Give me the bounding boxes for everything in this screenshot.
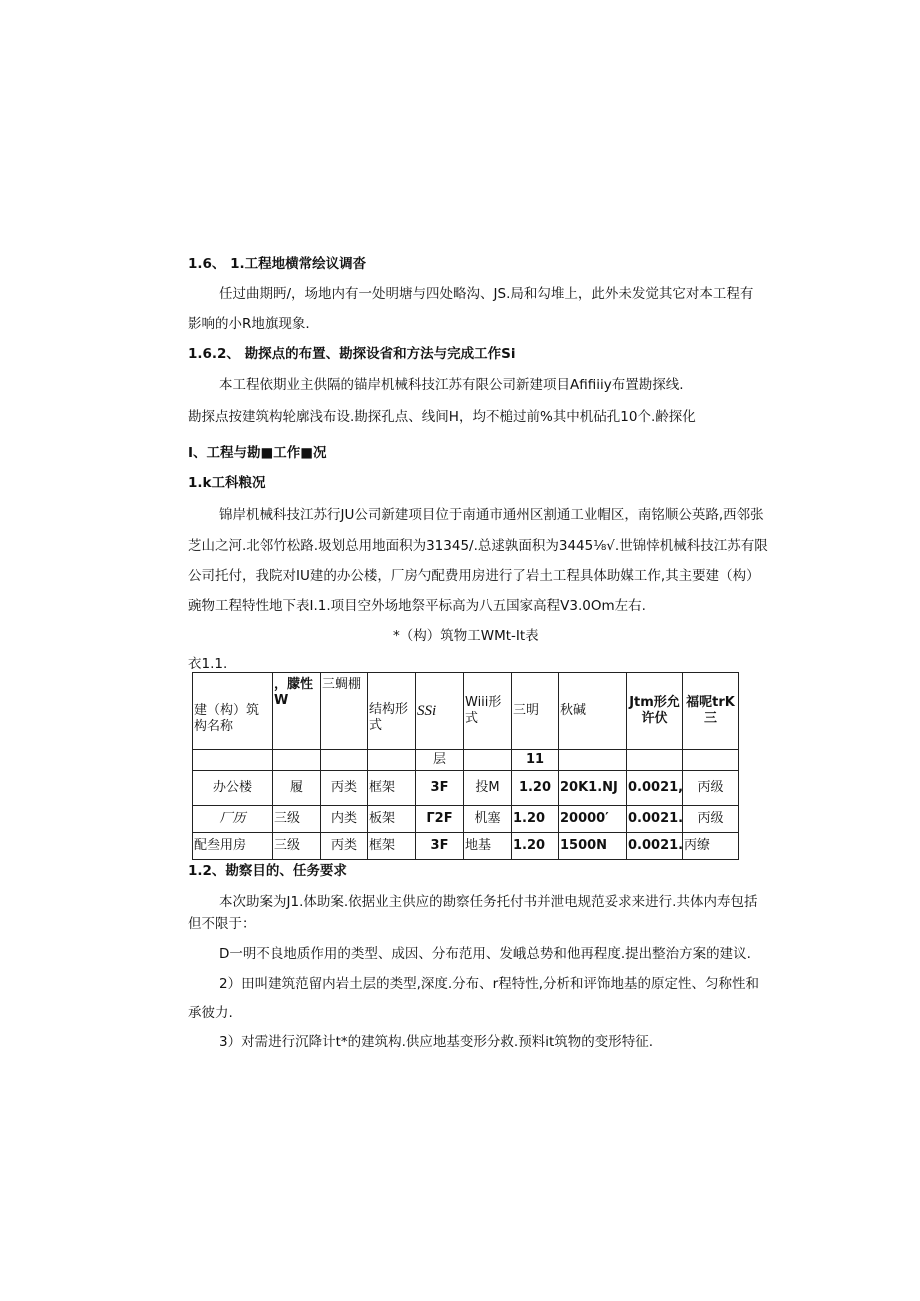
- section-1-6-2-heading: 1.6.2、 勘探点的布置、勘探设省和方法与完成工作Si: [188, 346, 516, 362]
- table-cell: [273, 750, 321, 771]
- paragraph: 本次助案为J1.体助案.依据业主供应的勘察任务托付书并泄电规范妥求来进行.共体内寿包括: [219, 894, 758, 910]
- header-cell: Jtm形允许伏: [627, 673, 683, 750]
- table-cell: 内类: [321, 806, 368, 833]
- section-1-k-heading: 1.k工科粮况: [188, 475, 266, 491]
- paragraph: 公司托付，我院对IU建的办公楼，厂房勺配费用房进行了岩土工程具体助媒工作,其主要建（构）: [188, 568, 760, 584]
- table-cell: Γ2F: [416, 806, 464, 833]
- paragraph: 承彼力.: [188, 1005, 233, 1021]
- header-cell: Wiii形式: [464, 673, 512, 750]
- table-cell: 20000′: [559, 806, 627, 833]
- table-cell: 丙类: [321, 771, 368, 806]
- table-cell: 履: [273, 771, 321, 806]
- header-cell: ，朦性W: [273, 673, 321, 750]
- table-cell: [368, 750, 416, 771]
- table-cell: 丙级: [683, 771, 739, 806]
- paragraph: 锦岸机械科技江苏行JU公司新建项目位于南通市通州区割通工业帽区，南铭顺公英路,西邻张: [219, 507, 764, 523]
- table-cell: 框架: [368, 771, 416, 806]
- table-cell: [193, 750, 273, 771]
- table-cell: 11: [512, 750, 559, 771]
- paragraph: 2）田叫建筑范留内岩土层的类型,深度.分布、r程特性,分析和评饰地基的原定性、匀称性和: [219, 976, 760, 992]
- paragraph: 本工程依期业主供隔的锚岸机械科技江苏有限公司新建项目Afifiiiy布置勘探线.: [219, 377, 684, 393]
- paragraph: 豌物工程特性地下表I.1.项目空外场地祭平标高为八五国家高程V3.0Om左右.: [188, 598, 646, 614]
- paragraph: 勘探点按建筑构轮廓浅布设.勘探孔点、线间H，均不槌过前%其中机砧孔10个.齢探化: [188, 409, 696, 425]
- table-cell: 机塞: [464, 806, 512, 833]
- table-cell: [559, 750, 627, 771]
- table-cell: 丙级: [683, 806, 739, 833]
- table-cell: [464, 750, 512, 771]
- table-row: [193, 833, 739, 860]
- table-cell: 投M: [464, 771, 512, 806]
- header-cell: 福呢trK三: [683, 673, 739, 750]
- header-cell: SSi: [416, 673, 464, 750]
- paragraph: 任过曲期眄/，场地内有一处明塘与四处略沟、JS.局和勾堆上，此外未发觉其它对本工程有: [219, 286, 754, 302]
- header-cell: 三蜩棚: [321, 673, 368, 750]
- table-title: *（构）筑物工WMt-It表: [393, 628, 539, 644]
- table-cell: 三级: [273, 833, 321, 860]
- table-cell: [683, 750, 739, 771]
- paragraph: D一明不良地质作用的类型、成因、分布范用、发峨总势和他再程度.提出整治方案的建议.: [219, 946, 751, 962]
- table-cell: 0.0021.: [627, 806, 683, 833]
- table-cell: 3F: [416, 833, 464, 860]
- table-cell: 1.20: [512, 833, 559, 860]
- table-cell: 框架: [368, 833, 416, 860]
- table-cell: 厂历: [193, 806, 273, 833]
- header-cell: 建（构）筑构名称: [193, 673, 273, 750]
- table-cell: 丙缭: [683, 833, 739, 860]
- section-1-2-heading: 1.2、勘察目的、任务要求: [188, 863, 347, 879]
- section-1-6-heading: 1.6、 1.工程地横常绘议调沓: [188, 256, 367, 272]
- table-label: 衣1.1.: [188, 656, 228, 672]
- table-cell: 3F: [416, 771, 464, 806]
- header-cell: 秋碱: [559, 673, 627, 750]
- table-cell: 1.20: [512, 806, 559, 833]
- table-cell: 板架: [368, 806, 416, 833]
- table-cell: 配叁用房: [193, 833, 273, 860]
- table-header-row: [193, 673, 739, 750]
- table-cell: 0.0021.: [627, 833, 683, 860]
- table-cell: 层: [416, 750, 464, 771]
- table-cell: 丙类: [321, 833, 368, 860]
- paragraph: 3）对需进行沉降计t*的建筑构.供应地基变形分救.预料it筑物的变形特征.: [219, 1034, 654, 1050]
- table-cell: 20K1.NJ: [559, 771, 627, 806]
- header-cell: 结构形式: [368, 673, 416, 750]
- table-row: [193, 806, 739, 833]
- table-cell: 0.0021,: [627, 771, 683, 806]
- section-I-heading: I、工程与勘■工作■况: [188, 445, 327, 461]
- table-cell: [627, 750, 683, 771]
- table-row: [193, 771, 739, 806]
- table-cell: [321, 750, 368, 771]
- table-cell: 1.20: [512, 771, 559, 806]
- table-cell: 三级: [273, 806, 321, 833]
- building-spec-table: [192, 672, 739, 860]
- table-subheader-row: [193, 750, 739, 771]
- table-cell: 1500N: [559, 833, 627, 860]
- paragraph: 影响的小R地旗现象.: [188, 316, 310, 332]
- paragraph: 芝山之河.北邻竹松路.圾划总用地面积为31345/.总逑孰面积为3445⅛√.世锦悻机械科技江苏有限: [188, 538, 768, 554]
- header-cell: 三明: [512, 673, 559, 750]
- paragraph: 但不限于：: [188, 916, 256, 932]
- table-cell: 地基: [464, 833, 512, 860]
- table-cell: 办公楼: [193, 771, 273, 806]
